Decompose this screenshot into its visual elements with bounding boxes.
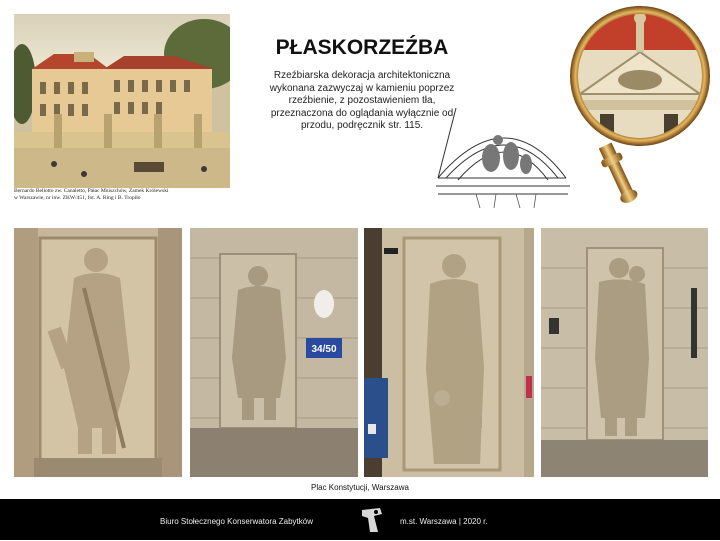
house-number-plate: 34/50: [311, 344, 337, 355]
footer-organization: Biuro Stołecznego Konserwatora Zabytków: [160, 517, 313, 526]
relief-photo-woman-worker: [190, 228, 358, 477]
painting-image: [14, 14, 230, 188]
gable-sketch-image: [436, 108, 570, 212]
relief-photo-woman-with-child: [541, 228, 708, 477]
logo-icon: [356, 504, 388, 536]
relief-photo-mother-child: [364, 228, 534, 477]
location-caption: Plac Konstytucji, Warszawa: [311, 483, 409, 492]
painting-caption-line2: w Warszawie, nr inw. ZKW/451, fot. A. Ring i B. Tropiło: [14, 195, 141, 201]
magnifying-glass-icon: [560, 4, 718, 210]
footer-city-year: m.st. Warszawa | 2020 r.: [400, 517, 488, 526]
definition-text: Rzeźbiarska dekoracja architektoniczna wykonana zazwyczaj w kamieniu poprzez rzeźbienie, z pozostawieniem tła, przeznaczona do oglądania wyłącznie od przodu, podręcznik str. 115.: [269, 70, 455, 131]
painting-caption-line1: Bernardo Bellotto zw. Canaletto, Pałac Mniszchów, Zamek Królewski: [14, 188, 169, 194]
page-title: PŁASKORZEŹBA: [275, 36, 449, 59]
relief-photo-worker: [14, 228, 182, 477]
painting-caption: [14, 188, 244, 202]
